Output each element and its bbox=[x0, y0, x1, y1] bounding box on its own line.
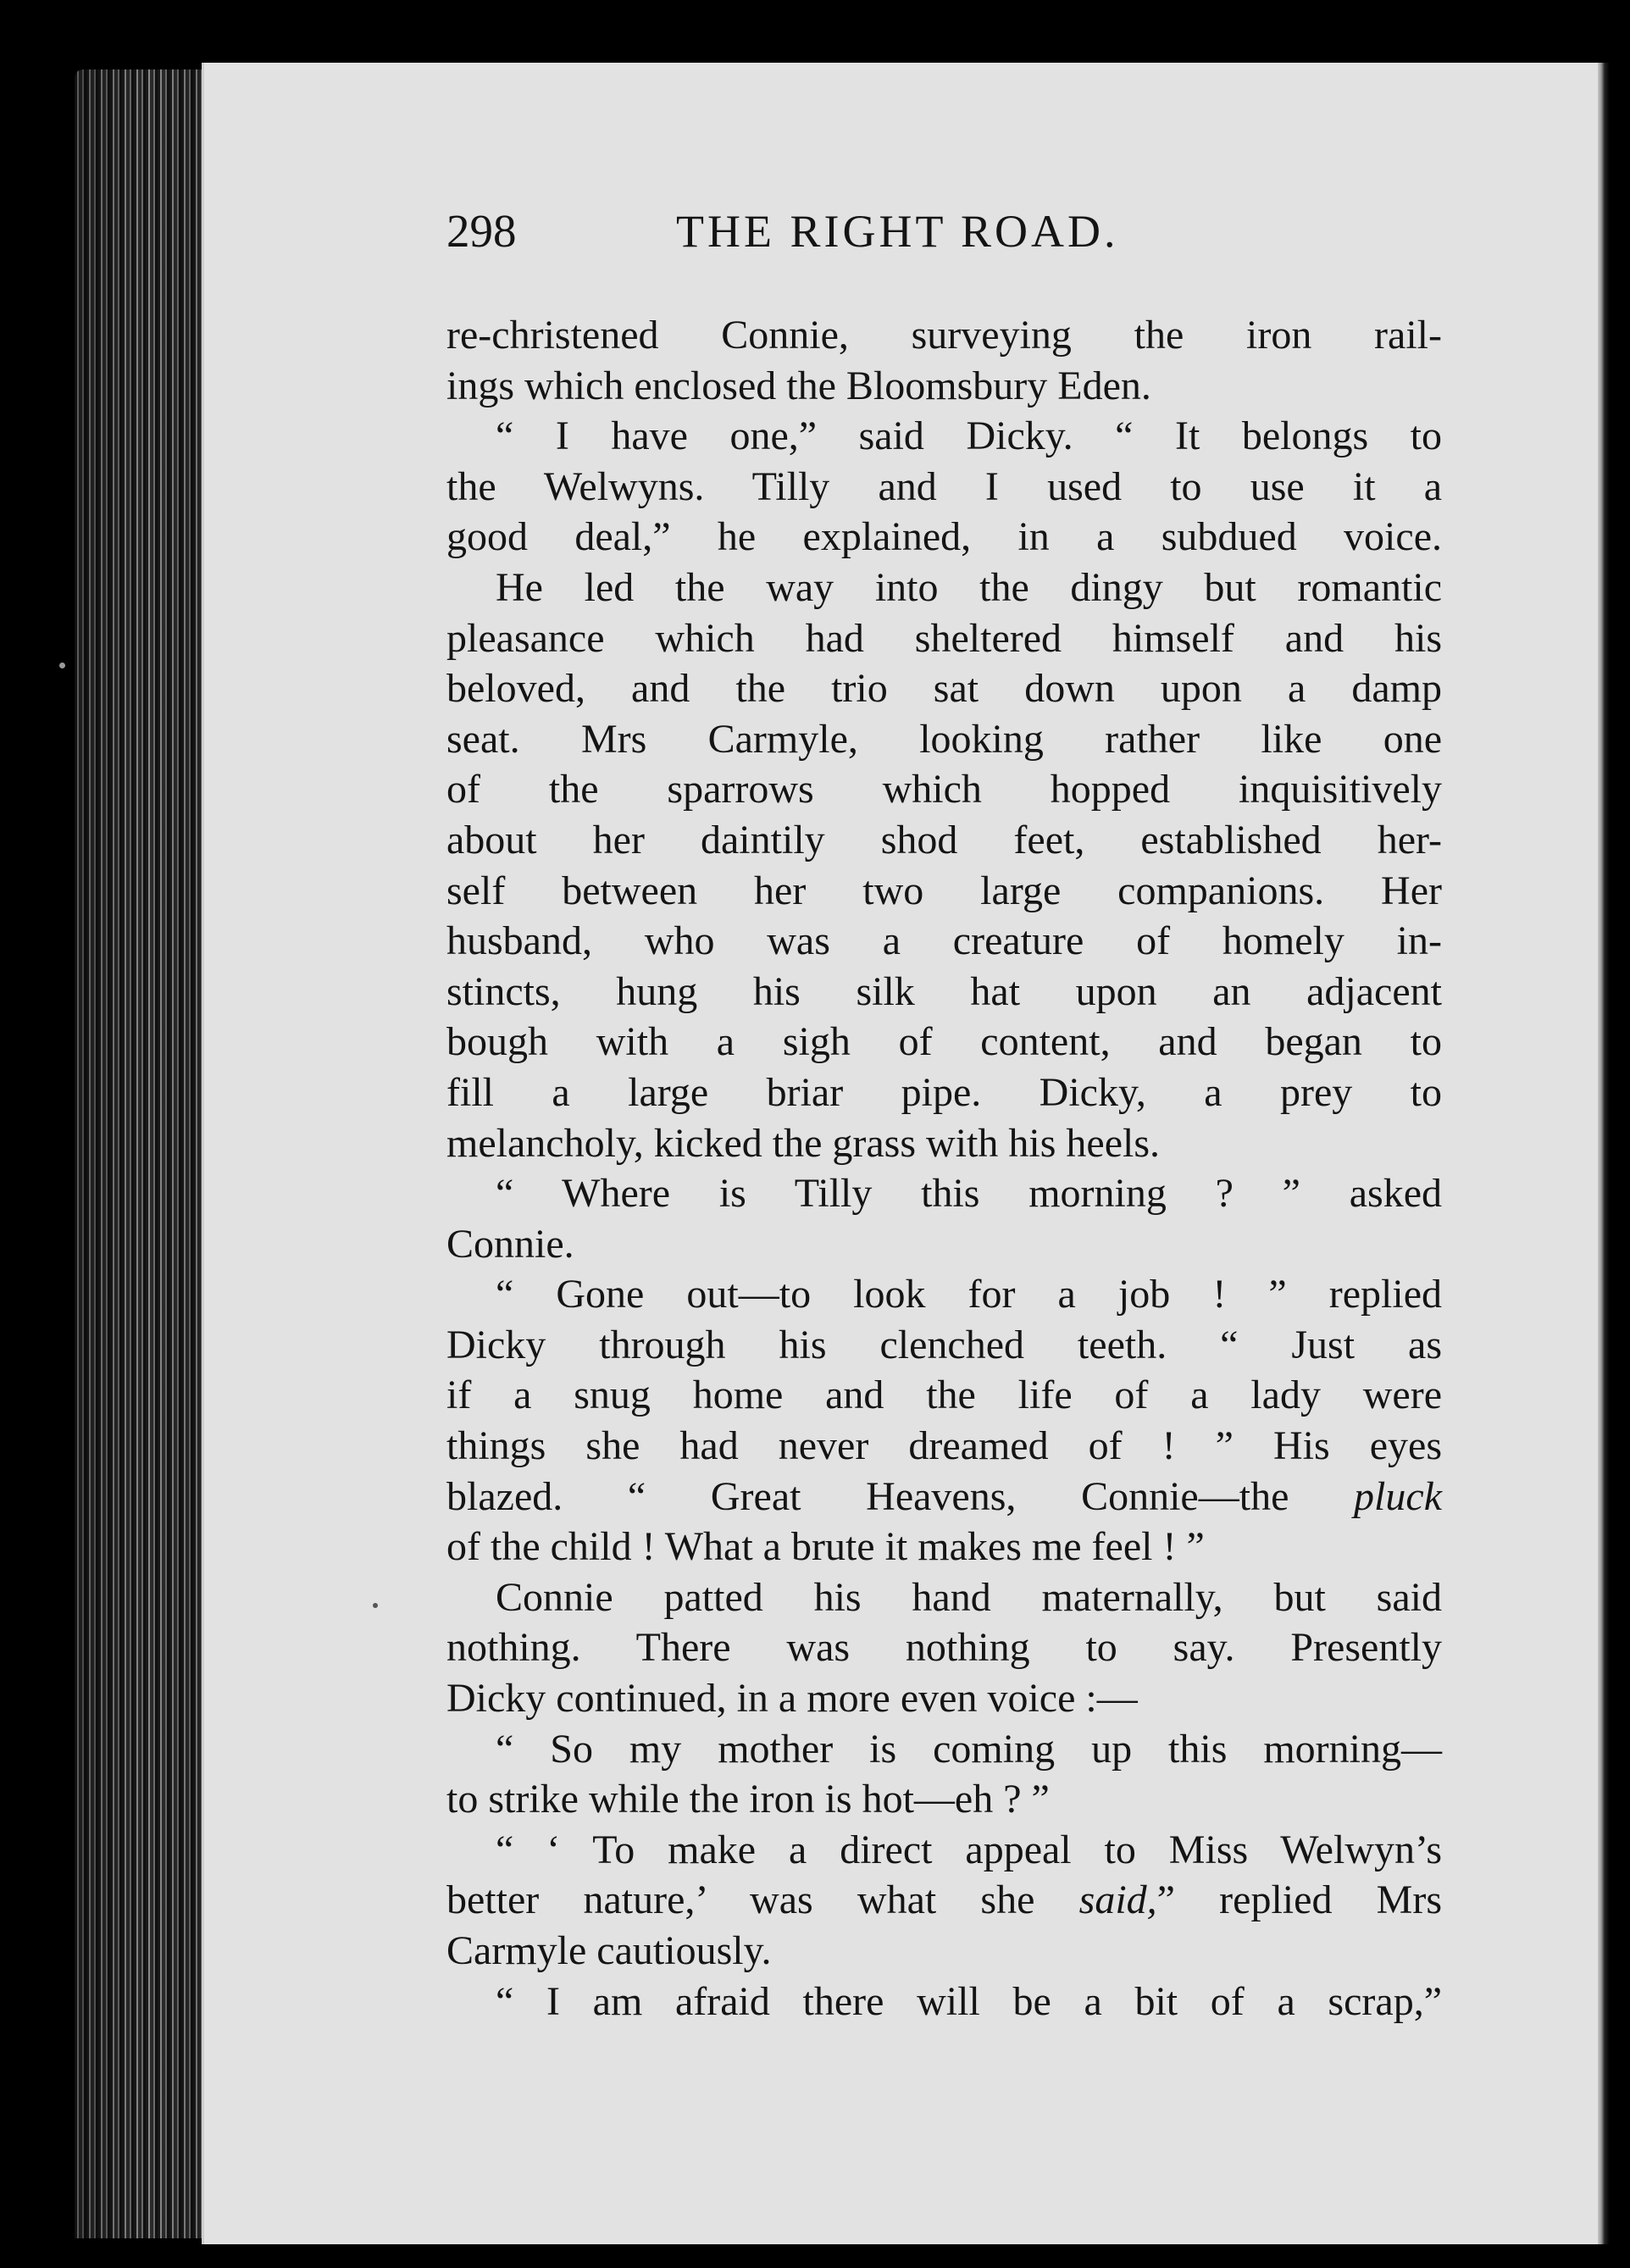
text-line: Connie. bbox=[446, 1221, 574, 1267]
text-line: Carmyle cautiously. bbox=[446, 1928, 772, 1973]
text-line: the Welwyns. Tilly and I used to use it a bbox=[446, 463, 1442, 509]
margin-speck bbox=[59, 663, 65, 668]
text-line: re-christened Connie, surveying the iron rail- bbox=[446, 313, 1442, 358]
text-line bbox=[446, 1875, 1442, 1926]
page-edges-stack bbox=[75, 69, 202, 2238]
page-right-edge bbox=[1598, 63, 1630, 2244]
text-line: to strike while the iron is hot—eh ? ” bbox=[446, 1777, 1050, 1822]
text-line: if a snug home and the life of a lady were bbox=[446, 1372, 1442, 1418]
text-line: “ So my mother is coming up this morning— bbox=[496, 1726, 1442, 1772]
text-line: self between her two large companions. Her bbox=[446, 868, 1442, 913]
body-text bbox=[446, 310, 1442, 2027]
text-line: Dicky through his clenched teeth. “ Just as bbox=[446, 1322, 1442, 1367]
text-line bbox=[446, 1472, 1442, 1522]
running-head bbox=[446, 202, 1455, 269]
text-line: Dicky continued, in a more even voice :— bbox=[446, 1676, 1138, 1722]
text-line: melancholy, kicked the grass with his heels. bbox=[446, 1120, 1161, 1166]
text-line: good deal,” he explained, in a subdued voice. bbox=[446, 514, 1442, 560]
italic-word: said, bbox=[1078, 1877, 1157, 1923]
text-line: of the child ! What a brute it makes me feel ! ” bbox=[446, 1524, 1205, 1570]
text-line: of the sparrows which hopped inquisitively bbox=[446, 767, 1442, 812]
line-text: blazed. “ Great Heavens, Connie—the bbox=[446, 1473, 1355, 1519]
text-line: about her daintily shod feet, established her- bbox=[446, 817, 1442, 862]
text-line: “ I have one,” said Dicky. “ It belongs to bbox=[496, 413, 1442, 459]
running-title: THE RIGHT ROAD. bbox=[676, 206, 1119, 257]
text-line: fill a large briar pipe. Dicky, a prey to bbox=[446, 1069, 1442, 1115]
text-line: “ ‘ To make a direct appeal to Miss Welwyn’s bbox=[496, 1827, 1442, 1872]
text-line: Connie patted his hand maternally, but said bbox=[496, 1574, 1442, 1620]
text-line: husband, who was a creature of homely in- bbox=[446, 918, 1442, 964]
italic-word: pluck bbox=[1354, 1473, 1442, 1519]
text-line: “ Gone out—to look for a job ! ” replied bbox=[496, 1272, 1442, 1317]
text-line: ings which enclosed the Bloomsbury Eden. bbox=[446, 363, 1151, 408]
text-line: stincts, hung his silk hat upon an adjacent bbox=[446, 968, 1442, 1014]
page-number: 298 bbox=[446, 205, 517, 257]
text-line: pleasance which had sheltered himself and his bbox=[446, 615, 1442, 661]
text-line: “ Where is Tilly this morning ? ” asked bbox=[496, 1171, 1442, 1217]
text-line: bough with a sigh of content, and began to bbox=[446, 1019, 1442, 1065]
margin-speck bbox=[373, 1603, 378, 1608]
line-text: ” replied Mrs bbox=[1156, 1877, 1442, 1923]
text-line: nothing. There was nothing to say. Presently bbox=[446, 1625, 1442, 1671]
text-line: beloved, and the trio sat down upon a damp bbox=[446, 666, 1442, 712]
text-line: seat. Mrs Carmyle, looking rather like one bbox=[446, 716, 1442, 762]
line-text: better nature,’ was what she bbox=[446, 1877, 1079, 1923]
text-line: “ I am afraid there will be a bit of a scrap,” bbox=[496, 1978, 1442, 2024]
text-line: He led the way into the dingy but romantic bbox=[496, 564, 1442, 610]
text-line: things she had never dreamed of ! ” His eyes bbox=[446, 1423, 1442, 1469]
